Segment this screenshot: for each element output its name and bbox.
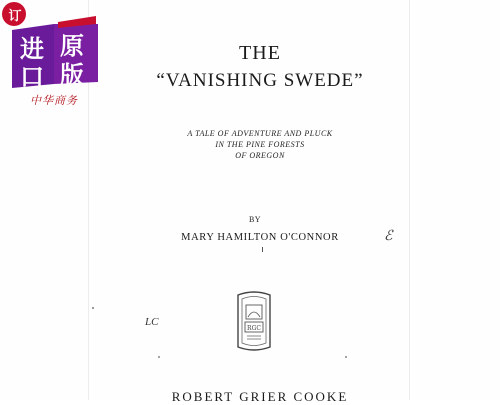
by-label: BY: [248, 215, 262, 224]
svg-text:RGC: RGC: [247, 325, 261, 332]
tagline-line1: A TALE OF ADVENTURE AND PLUCK: [187, 129, 333, 138]
publisher-emblem-icon: [232, 291, 276, 353]
badge-subtitle: 中华商务: [30, 94, 78, 107]
margin-mark-left: LC: [145, 316, 159, 328]
author-name: MARY HAMILTON O'CONNOR: [181, 232, 339, 243]
ink-mark: [262, 247, 263, 252]
badge-char-2: 原: [60, 32, 84, 60]
book-title-line1: THE: [239, 42, 281, 64]
book-title-line2: “VANISHING SWEDE”: [156, 70, 364, 91]
page-edge-right: [409, 0, 410, 400]
speck: [92, 307, 94, 309]
import-original-badge: [2, 2, 102, 112]
badge-corner-char: 订: [8, 9, 22, 24]
badge-char-4: 版: [60, 61, 84, 89]
speck: [345, 356, 347, 358]
speck: [158, 356, 160, 358]
publisher-name: ROBERT GRIER COOKE: [171, 389, 349, 404]
badge-char-3: 口: [20, 63, 44, 91]
badge-char-1: 进: [20, 35, 44, 63]
margin-mark-right: ℰ: [384, 229, 393, 244]
tagline-line2: IN THE PINE FORESTS: [215, 140, 305, 149]
tagline-line3: OF OREGON: [235, 151, 285, 160]
